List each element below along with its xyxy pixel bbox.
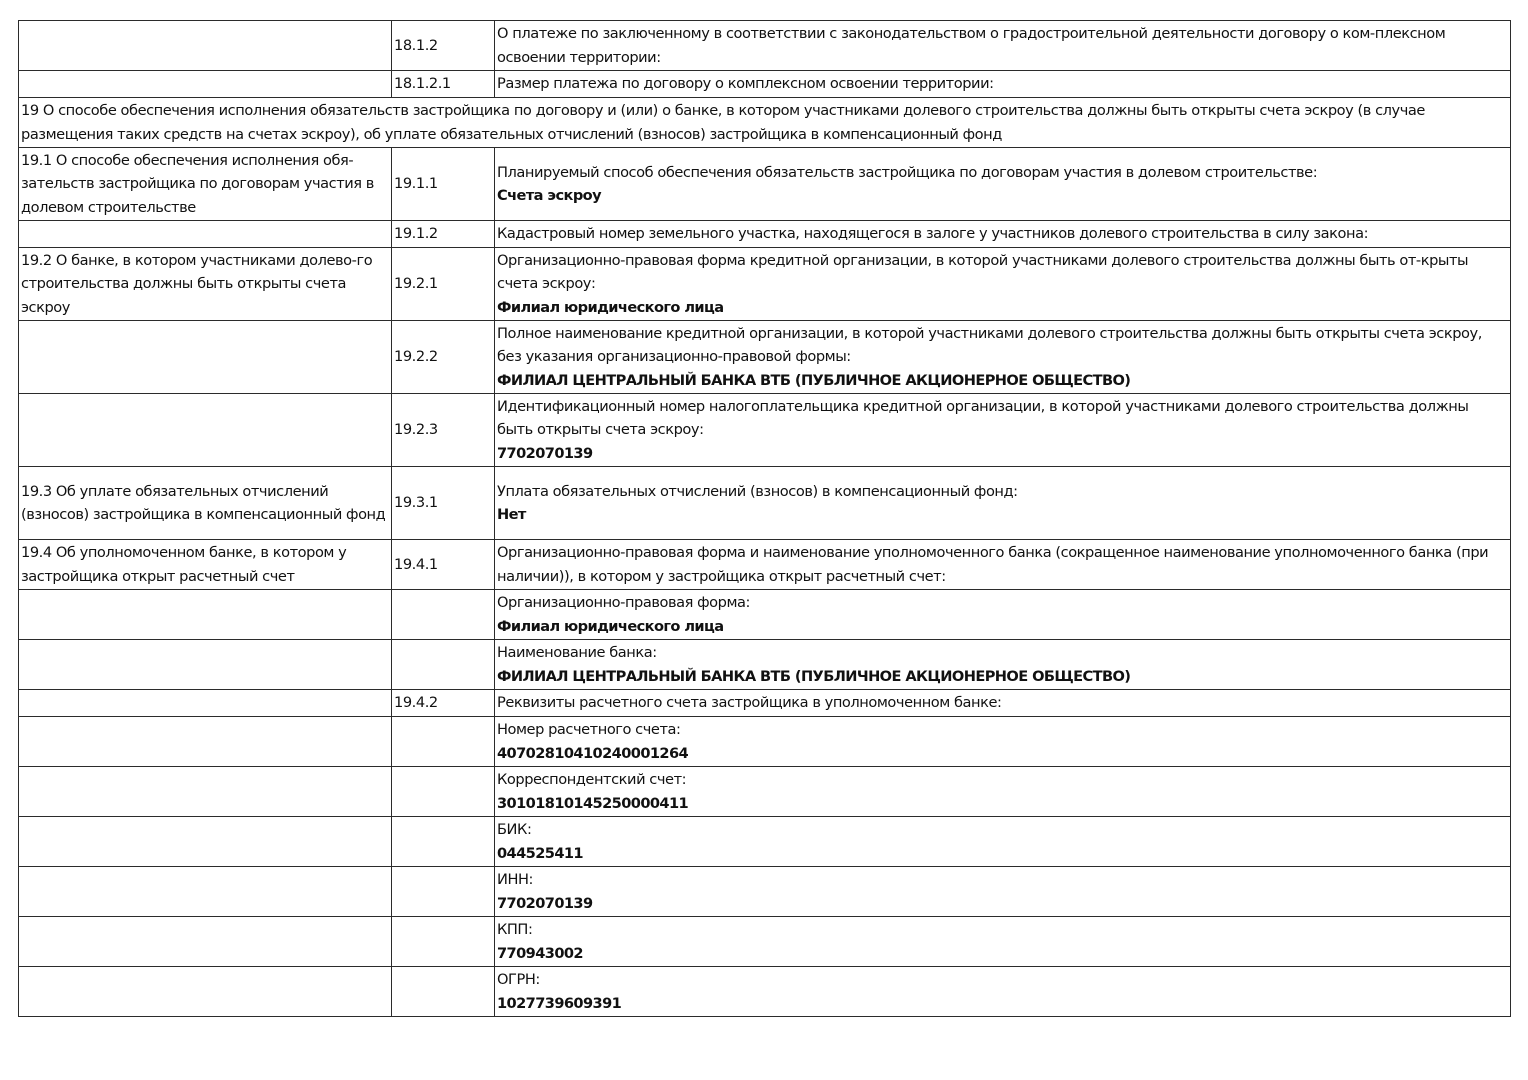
table-row: [19, 148, 1511, 221]
item-cell: [495, 640, 1511, 690]
item-code: [392, 590, 495, 640]
item-code: [392, 817, 495, 867]
section-cell: [19, 71, 392, 98]
section-19-title: 19 О способе обеспечения исполнения обязательств застройщика по договору и (или) о банке, в котором участниками долевого строительства должны быть открыты счета эскроу (в случае размещения таких средств на счетах эскроу), об уплате обязательных отчислений (взносов) застройщика в компенсационный фонд: [19, 98, 1511, 148]
item-description: Организационно-правовая форма:: [497, 594, 750, 611]
item-code: 19.2.2: [392, 321, 495, 394]
item-description: Реквизиты расчетного счета застройщика в уполномоченном банке:: [495, 690, 1511, 717]
section-cell: [19, 817, 392, 867]
table-row: [19, 248, 1511, 321]
item-cell: [495, 867, 1511, 917]
table-row: [19, 394, 1511, 467]
section-cell: [19, 717, 392, 767]
item-description: Планируемый способ обеспечения обязательств застройщика по договорам участия в долевом строительстве:: [497, 163, 1318, 181]
table-row: [19, 717, 1511, 767]
table-row: [19, 540, 1511, 590]
item-code: [392, 917, 495, 967]
item-description: ОГРН:: [497, 971, 540, 988]
item-description: БИК:: [497, 821, 532, 838]
item-value: 40702810410240001264: [497, 744, 689, 762]
section-cell: [19, 321, 392, 394]
section-cell: [19, 221, 392, 248]
item-value: Нет: [497, 506, 526, 523]
item-description: Номер расчетного счета:: [497, 721, 681, 738]
section-cell: 19.1 О способе обеспечения исполнения обя-зательств застройщика по договорам участия в долевом строительстве: [19, 148, 392, 221]
table-row: [19, 590, 1511, 640]
item-code: 19.2.3: [392, 394, 495, 467]
item-cell: [495, 321, 1511, 394]
item-value: Филиал юридического лица: [497, 617, 724, 635]
table-row: [19, 817, 1511, 867]
item-value: 1027739609391: [497, 994, 622, 1012]
item-code: [392, 640, 495, 690]
item-code: [392, 867, 495, 917]
item-description: КПП:: [497, 921, 533, 938]
item-description: Организационно-правовая форма и наименование уполномоченного банка (сокращенное наименование уполномоченного банка (при наличии)), в котором у застройщика открыт расчетный счет:: [495, 540, 1511, 590]
item-value: 770943002: [497, 944, 583, 962]
item-cell: [495, 817, 1511, 867]
item-description: Уплата обязательных отчислений (взносов) в компенсационный фонд:: [497, 482, 1018, 500]
section-cell: [19, 640, 392, 690]
item-code: 19.4.1: [392, 540, 495, 590]
item-value: 7702070139: [497, 444, 593, 462]
table-row: [19, 967, 1511, 1017]
item-description: Полное наименование кредитной организации, в которой участниками долевого строительства должны быть открыты счета эскроу, без указания организационно-правовой формы:: [497, 324, 1482, 366]
item-description: Наименование банка:: [497, 644, 657, 661]
table-row: [19, 71, 1511, 98]
section-cell: [19, 394, 392, 467]
section-cell: 19.3 Об уплате обязательных отчислений (взносов) застройщика в компенсационный фонд: [19, 467, 392, 540]
item-code: 19.1.1: [392, 148, 495, 221]
item-value: 7702070139: [497, 894, 593, 912]
item-description: Корреспондентский счет:: [497, 771, 687, 788]
table-row: [19, 690, 1511, 717]
item-cell: [495, 917, 1511, 967]
table-row: [19, 640, 1511, 690]
table-row: [19, 917, 1511, 967]
section-header-row: [19, 98, 1511, 148]
item-code: 19.3.1: [392, 467, 495, 540]
item-code: [392, 717, 495, 767]
item-value: Филиал юридического лица: [497, 298, 724, 316]
section-cell: 19.4 Об уполномоченном банке, в котором у застройщика открыт расчетный счет: [19, 540, 392, 590]
section-cell: [19, 21, 392, 71]
item-cell: [495, 590, 1511, 640]
item-cell: [495, 767, 1511, 817]
item-cell: [495, 717, 1511, 767]
item-cell: [495, 148, 1511, 221]
item-cell: [495, 467, 1511, 540]
item-description: Идентификационный номер налогоплательщика кредитной организации, в которой участниками долевого строительства должны быть открыты счета эскроу:: [497, 397, 1469, 439]
item-description: Кадастровый номер земельного участка, находящегося в залоге у участников долевого строительства в силу закона:: [495, 221, 1511, 248]
table-row: [19, 767, 1511, 817]
item-cell: [495, 248, 1511, 321]
item-description: О платеже по заключенному в соответствии с законодательством о градостроительной деятельности договору о ком-плексном освоении территории:: [495, 21, 1511, 71]
item-description: ИНН:: [497, 871, 533, 888]
item-value: Счета эскроу: [497, 187, 602, 204]
section-cell: 19.2 О банке, в котором участниками долево-го строительства должны быть открыты счета эскроу: [19, 248, 392, 321]
section-cell: [19, 767, 392, 817]
item-code: 19.2.1: [392, 248, 495, 321]
disclosure-table: [18, 20, 1511, 1017]
item-description: Организационно-правовая форма кредитной организации, в которой участниками долевого строительства должны быть от-крыты счета эскроу:: [497, 251, 1469, 293]
section-cell: [19, 690, 392, 717]
item-code: 18.1.2: [392, 21, 495, 71]
table-row: [19, 21, 1511, 71]
table-row: [19, 467, 1511, 540]
item-code: 19.4.2: [392, 690, 495, 717]
item-cell: [495, 394, 1511, 467]
item-code: 19.1.2: [392, 221, 495, 248]
section-cell: [19, 967, 392, 1017]
table-row: [19, 221, 1511, 248]
item-code: 18.1.2.1: [392, 71, 495, 98]
section-cell: [19, 590, 392, 640]
item-cell: [495, 967, 1511, 1017]
item-value: 30101810145250000411: [497, 794, 689, 812]
table-row: [19, 321, 1511, 394]
item-description: Размер платежа по договору о комплексном освоении территории:: [495, 71, 1511, 98]
item-code: [392, 767, 495, 817]
item-code: [392, 967, 495, 1017]
item-value: ФИЛИАЛ ЦЕНТРАЛЬНЫЙ БАНКА ВТБ (ПУБЛИЧНОЕ АКЦИОНЕРНОЕ ОБЩЕСТВО): [497, 667, 1131, 685]
section-cell: [19, 917, 392, 967]
item-value: ФИЛИАЛ ЦЕНТРАЛЬНЫЙ БАНКА ВТБ (ПУБЛИЧНОЕ АКЦИОНЕРНОЕ ОБЩЕСТВО): [497, 371, 1131, 389]
table-row: [19, 867, 1511, 917]
section-cell: [19, 867, 392, 917]
item-value: 044525411: [497, 844, 583, 862]
